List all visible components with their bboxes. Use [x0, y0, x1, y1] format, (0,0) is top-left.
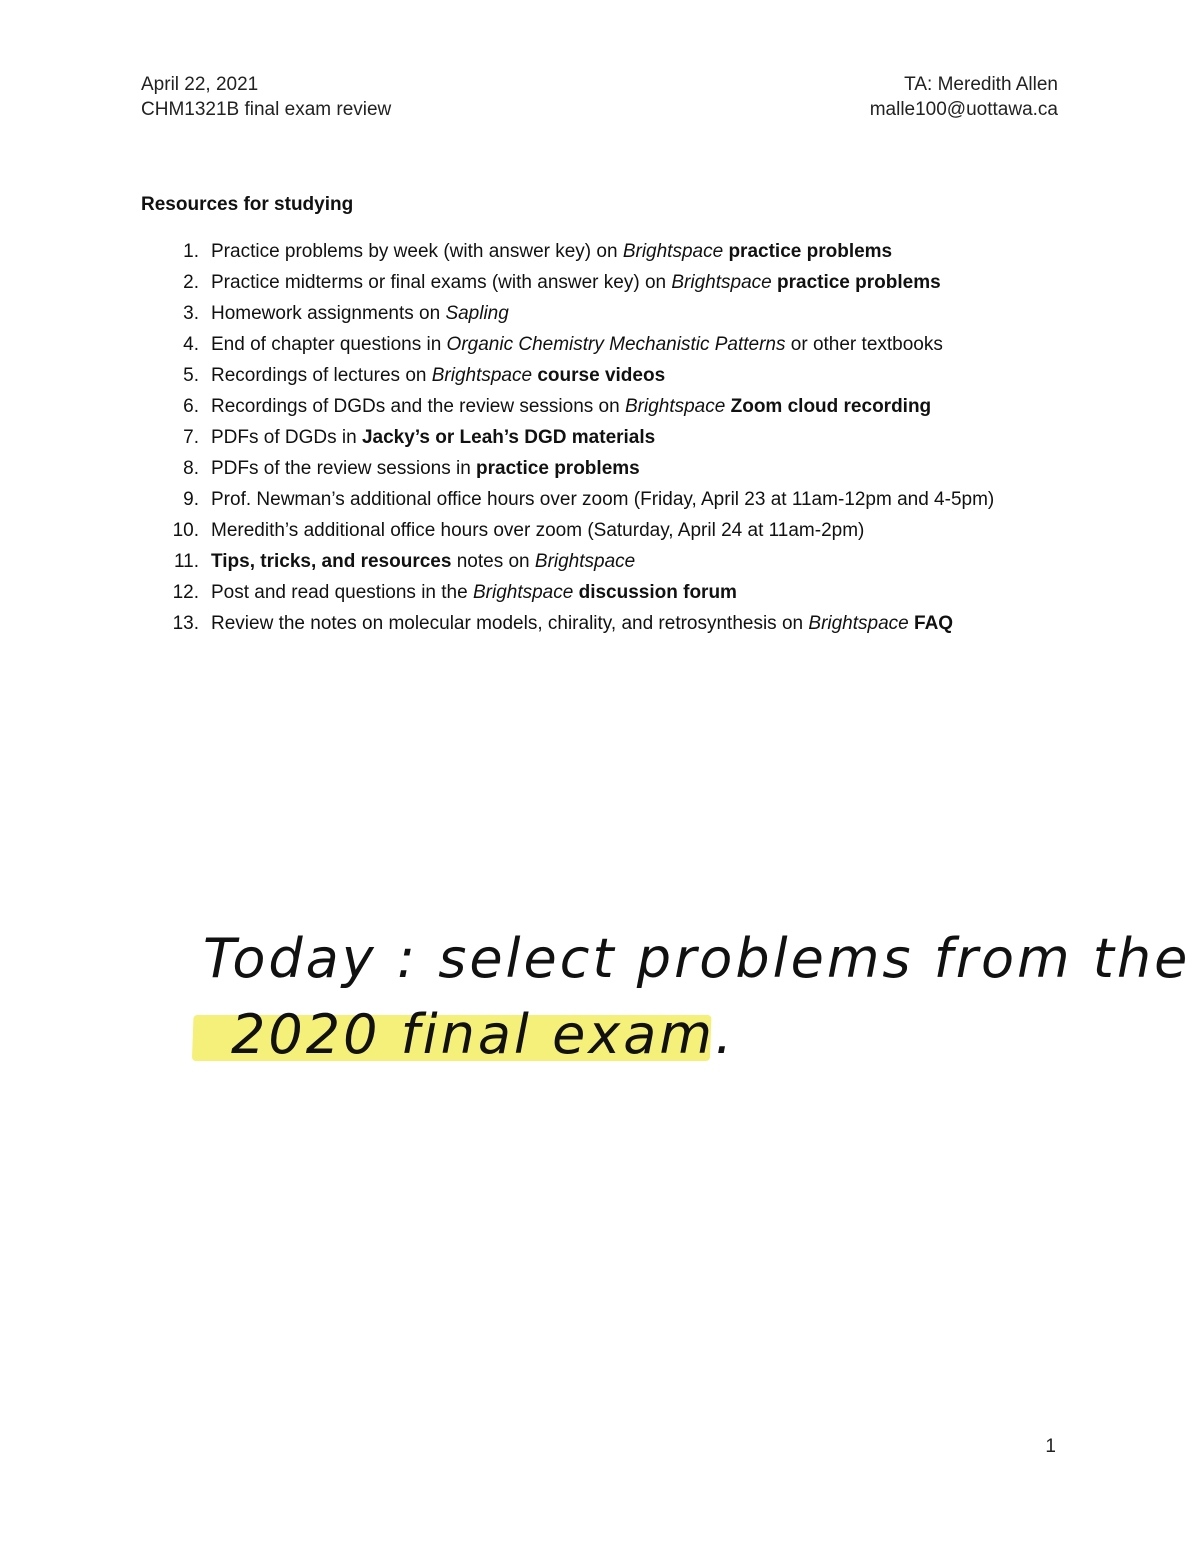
- list-item-text: Brightspace: [431, 365, 533, 386]
- list-item-text: Recordings of DGDs and the review sessions on: [211, 396, 625, 417]
- list-item-text: discussion forum: [578, 582, 737, 603]
- list-item-text: course videos: [537, 365, 666, 386]
- list-item-text: Meredith’s additional office hours over zoom (Saturday, April 24 at 11am-2pm): [211, 520, 865, 541]
- list-item-number: 4.: [183, 334, 199, 355]
- list-item: [141, 577, 1061, 608]
- list-item: [141, 422, 1061, 453]
- list-item-number: 11.: [173, 551, 199, 572]
- list-item: [141, 484, 1061, 515]
- header-course: CHM1321B final exam review: [141, 99, 392, 120]
- list-item-text: Prof. Newman’s additional office hours over zoom (Friday, April 23 at 11am-12pm and 4-5pm): [211, 489, 995, 510]
- list-item: [141, 453, 1061, 484]
- page-number: 1: [1045, 1436, 1056, 1457]
- list-item-text: Homework assignments on: [211, 303, 446, 324]
- list-item-text: Brightspace: [808, 613, 909, 634]
- list-item-text: Review the notes on molecular models, chirality, and retrosynthesis on: [211, 613, 809, 634]
- handwritten-note-drawing: [195, 915, 1191, 1075]
- list-item: [141, 267, 1061, 298]
- list-item-number: 3.: [183, 303, 199, 324]
- list-item: [141, 515, 1061, 546]
- list-item-text: practice problems: [476, 458, 640, 479]
- list-item-number: 5.: [183, 365, 199, 386]
- list-item-text: practice problems: [777, 272, 941, 293]
- list-item-number: 9.: [183, 489, 199, 510]
- list-item: [141, 329, 1061, 360]
- list-item-text: PDFs of DGDs in: [211, 427, 362, 448]
- handwritten-note: [195, 915, 1191, 1075]
- list-item-number: 2.: [183, 272, 199, 293]
- list-item-text: Brightspace: [534, 551, 636, 572]
- list-item-text: practice problems: [728, 241, 893, 262]
- list-item-number: 1.: [183, 241, 199, 262]
- list-item-text: Post and read questions in the: [211, 582, 473, 603]
- list-item-text: Brightspace: [472, 582, 574, 603]
- list-item-text: Organic Chemistry Mechanistic Patterns: [446, 334, 786, 355]
- list-item-text: Brightspace: [622, 241, 724, 262]
- list-item-number: 13.: [172, 613, 199, 634]
- list-item-text: Sapling: [445, 303, 509, 324]
- handwritten-line-1: Today : select problems from the: [203, 927, 1191, 990]
- list-item: [141, 608, 1061, 639]
- list-item-text: Brightspace: [671, 272, 772, 293]
- list-item-number: 12.: [172, 582, 199, 603]
- list-item: [141, 546, 1061, 577]
- list-item: [141, 298, 1061, 329]
- list-item-number: 6.: [183, 396, 199, 417]
- list-item-number: 8.: [183, 458, 199, 479]
- list-item: [141, 236, 1061, 267]
- list-item-text: Zoom cloud recording: [730, 396, 932, 417]
- list-item: [141, 360, 1061, 391]
- list-item-text: or other textbooks: [785, 334, 943, 355]
- list-item-text: End of chapter questions in: [211, 334, 447, 355]
- resource-list: [141, 236, 1061, 639]
- list-item-text: FAQ: [914, 613, 954, 634]
- header-date: April 22, 2021: [141, 74, 259, 95]
- section-title: Resources for studying: [141, 194, 354, 215]
- list-item-text: Recordings of lectures on: [211, 365, 432, 386]
- list-item-text: notes on: [451, 551, 535, 572]
- header-ta: TA: Meredith Allen: [904, 74, 1058, 95]
- list-item-text: PDFs of the review sessions in: [211, 458, 477, 479]
- list-item: [141, 391, 1061, 422]
- list-item-text: Practice problems by week (with answer key) on: [211, 241, 623, 262]
- list-item-text: Jacky’s or Leah’s DGD materials: [361, 427, 656, 448]
- list-item-number: 10.: [172, 520, 199, 541]
- list-item-number: 7.: [183, 427, 199, 448]
- list-item-text: Brightspace: [624, 396, 726, 417]
- header-right: [870, 72, 1058, 122]
- header-email: malle100@uottawa.ca: [869, 99, 1058, 120]
- list-item-text: Practice midterms or final exams (with answer key) on: [211, 272, 672, 293]
- list-item-text: Tips, tricks, and resources: [211, 551, 452, 572]
- handwritten-line-2: 2020 final exam.: [231, 1003, 736, 1066]
- header-left: [141, 72, 391, 122]
